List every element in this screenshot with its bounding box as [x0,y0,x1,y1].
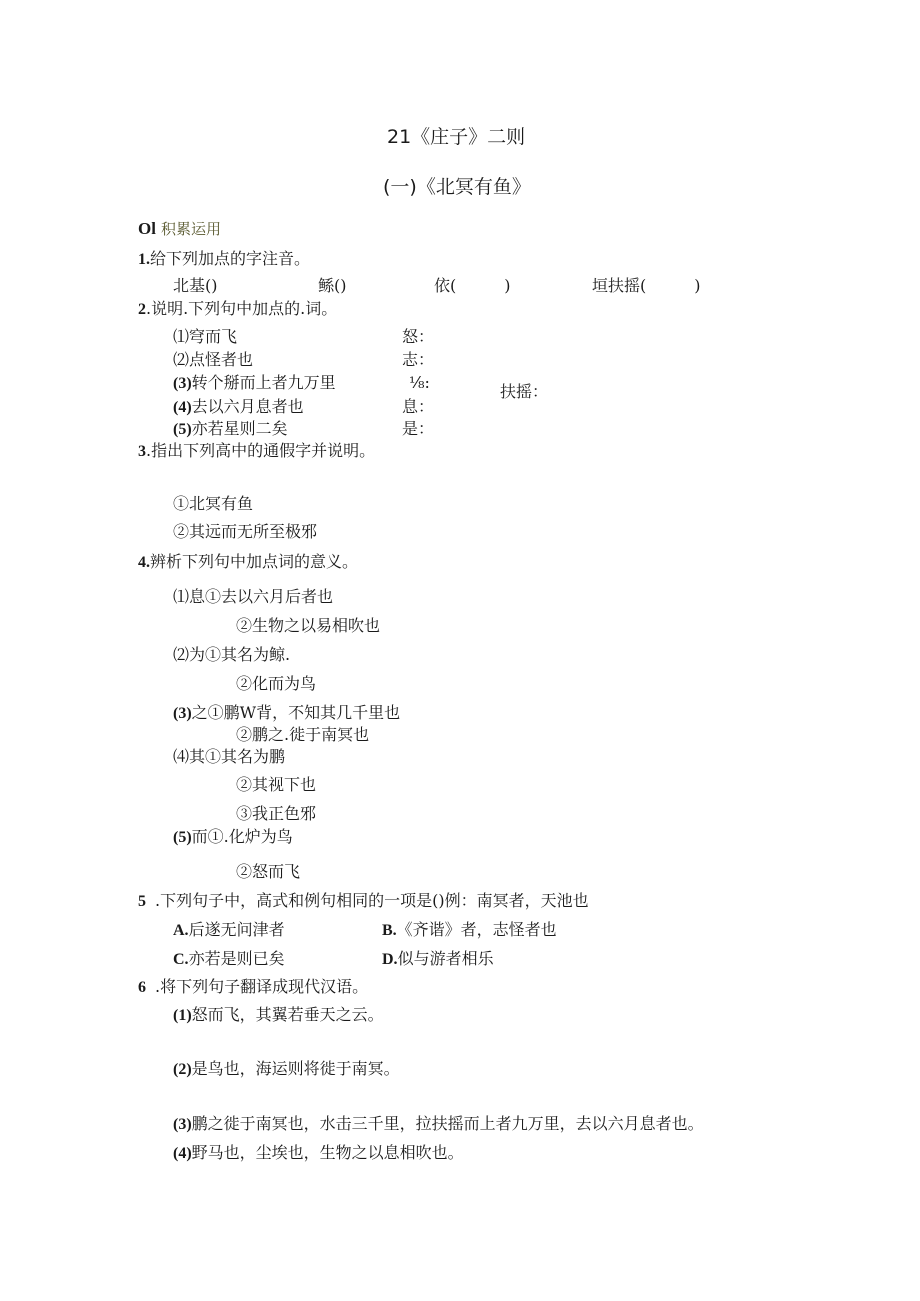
q6-item [173,1005,384,1026]
q1-item: 依( ) [434,276,511,295]
option-letter: A. [173,922,189,939]
item-text: 是鸟也，海运则将徙于南冥。 [191,1059,400,1078]
q5-option-b [382,920,557,941]
item-text: 点怪者也 [189,350,254,369]
item-number: ⑴ [173,587,190,606]
item-text: 野马也，尘埃也，生物之以息相吹也。 [191,1143,464,1162]
option-letter: B. [382,922,397,939]
q1-item: 北基() [173,276,218,295]
question-text: .指出下列高中的通假字并说明。 [146,441,376,460]
q4-line [173,827,293,848]
item-number: (3) [173,375,192,392]
item-number: (4) [173,1145,192,1162]
q5-option-d [382,949,494,970]
q4-line: ②化而为鸟 [236,674,317,693]
question-number: 3 [138,443,146,460]
question-1 [138,249,310,270]
question-text: 辨析下列句中加点词的意义。 [150,552,359,571]
option-letter: D. [382,951,398,968]
q4-line: ③我正色邪 [236,804,317,823]
item-number: (4) [173,399,192,416]
q2-answer-slot: ⅛: [409,373,430,392]
q2-answer-slot-extra: 扶摇： [500,382,549,401]
q4-line [173,747,285,767]
item-number: ⑵ [173,645,190,664]
question-2 [138,299,337,320]
q3-item: ②其远而无所至极邪 [173,522,318,541]
q6-item [173,1143,464,1164]
item-text: 其①其名为鹏 [189,747,286,766]
q6-item [173,1114,704,1135]
item-text: 穹而飞 [189,327,238,346]
q4-line: ②鹏之.徙于南冥也 [236,725,370,744]
section-tag: Ol [138,219,156,238]
item-number: (1) [173,1007,192,1024]
q4-line [173,703,400,724]
question-number: 2 [138,301,146,318]
q4-line: ②其视下也 [236,775,317,794]
q5-option-a [173,920,285,941]
q2-item [173,419,288,440]
item-text: 亦若星则二矣 [191,419,288,438]
q2-item [173,373,336,394]
q4-line [173,645,290,665]
q2-item [173,397,304,418]
item-text: 息①去以六月后者也 [189,587,334,606]
question-text: 给下列加点的字注音。 [150,249,311,268]
question-text: .将下列句子翻译成现代汉语。 [155,977,369,996]
item-number: (3) [173,705,192,722]
item-text: 而①.化炉为鸟 [191,827,293,846]
question-4 [138,552,358,573]
q2-answer-slot: 是： [402,419,435,438]
q2-item [173,350,253,370]
question-text: .说明.下列句中加点的.词。 [146,299,338,318]
q1-item: 鲧() [318,276,347,295]
item-text: 去以六月息者也 [191,397,304,416]
q2-answer-slot: 志： [402,350,435,369]
item-number: ⑴ [173,327,190,346]
q4-line: ②怒而飞 [236,862,301,881]
section-name: 积累运用 [161,220,222,238]
question-number: 5 [138,893,146,910]
q4-line: ②生物之以易相吹也 [236,616,381,635]
item-number: ⑵ [173,350,190,369]
question-text: .下列句子中，高式和例句相同的一项是()例：南冥者，天池也 [155,891,589,910]
q6-item [173,1059,400,1080]
option-text: 《齐谐》者，志怪者也 [396,920,557,939]
option-text: 后遂无问津者 [188,920,285,939]
item-number: (5) [173,829,192,846]
item-number: (3) [173,1116,192,1133]
question-5 [138,891,589,912]
option-text: 亦若是则已矣 [188,949,285,968]
q2-item [173,327,237,347]
q2-answer-slot: 息： [402,397,435,416]
option-letter: C. [173,951,189,968]
question-number: 1. [138,251,150,268]
item-text: 为①其名为鲸. [189,645,291,664]
item-number: ⑷ [173,747,190,766]
item-text: 转个掰而上者九万里 [191,373,336,392]
question-number: 6 [138,979,146,996]
item-number: (5) [173,421,192,438]
question-3 [138,441,375,462]
q5-option-c [173,949,285,970]
page-subtitle: (一)《北冥有鱼》 [383,176,531,198]
item-number: (2) [173,1061,192,1078]
q1-item: 垣扶摇( ) [592,276,701,295]
item-text: 之①鹏W背，不知其几千里也 [191,703,401,722]
item-text: 鹏之徙于南冥也，水击三千里，拉扶摇而上者九万里，去以六月息者也。 [191,1114,704,1133]
page-title: 21《庄子》二则 [387,126,526,148]
section-header [138,219,221,239]
question-6 [138,977,368,998]
q4-line [173,587,333,607]
q3-item: ①北冥有鱼 [173,494,254,513]
option-text: 似与游者相乐 [397,949,494,968]
item-text: 怒而飞，其翼若垂天之云。 [191,1005,384,1024]
q2-answer-slot: 怒： [402,327,435,346]
question-number: 4. [138,554,150,571]
